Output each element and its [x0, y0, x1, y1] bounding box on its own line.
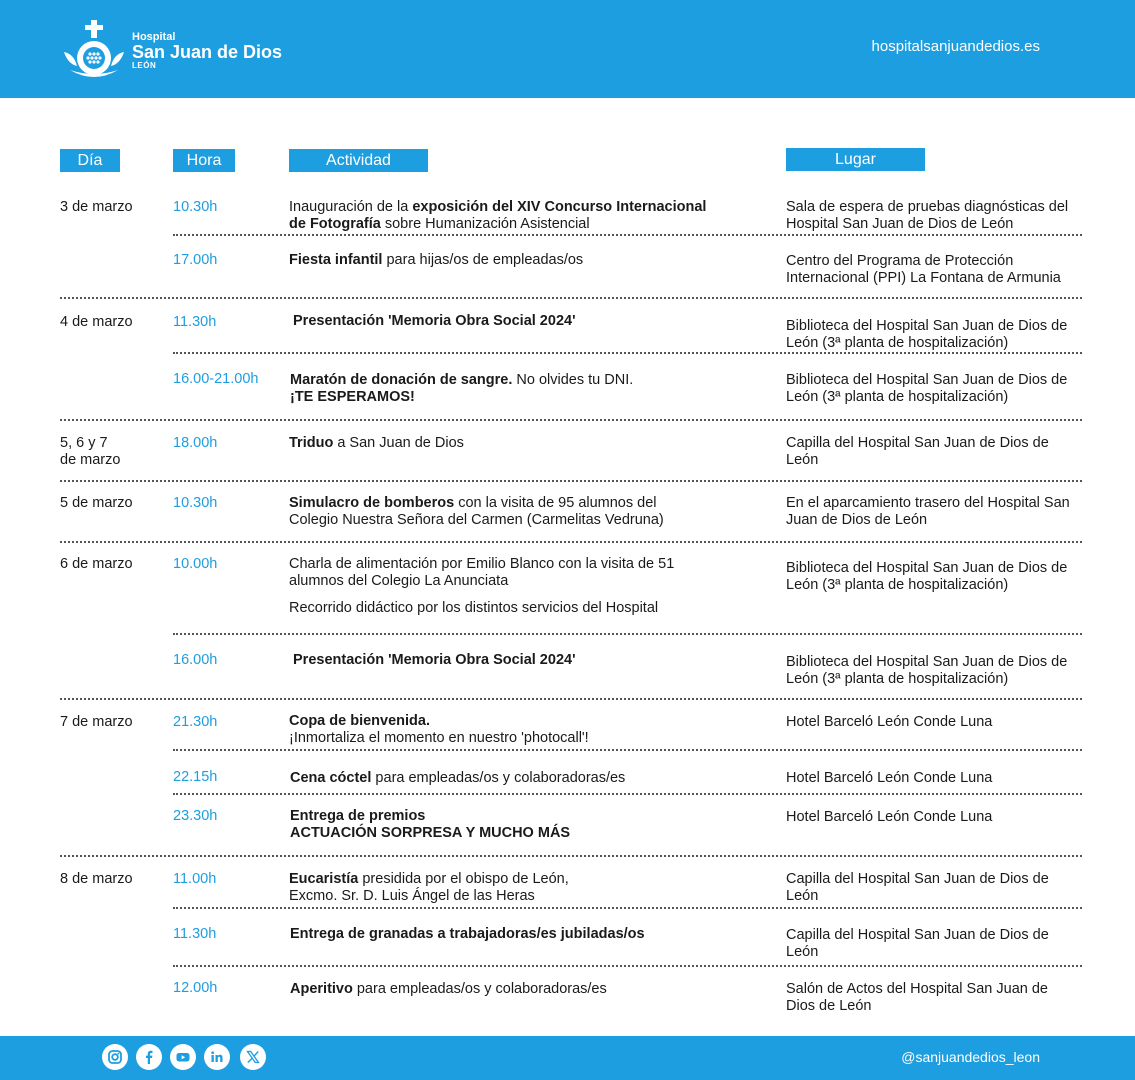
column-header-actividad: Actividad — [289, 149, 428, 172]
row-divider — [173, 234, 1082, 236]
place-text: Biblioteca del Hospital San Juan de Dios de León (3ª planta de hospitalización) — [786, 560, 1068, 593]
row-divider — [173, 965, 1082, 967]
activity-text: Triduo a San Juan de Dios — [289, 435, 464, 451]
linkedin-icon[interactable] — [204, 1044, 230, 1070]
time-label: 17.00h — [173, 252, 218, 268]
day-divider — [60, 541, 1082, 543]
day-label: 5, 6 y 7 de marzo — [60, 435, 121, 468]
day-label: 6 de marzo — [60, 556, 133, 572]
activity-text: Presentación 'Memoria Obra Social 2024' — [293, 313, 576, 329]
activity-text: Copa de bienvenida. ¡Inmortaliza el momento en nuestro 'photocall'! — [289, 713, 589, 746]
time-label: 10.30h — [173, 495, 218, 511]
place-text: Capilla del Hospital San Juan de Dios de León — [786, 435, 1049, 468]
time-label: 23.30h — [173, 808, 218, 824]
time-label: 11.30h — [173, 314, 217, 330]
logo-wordmark — [132, 32, 282, 71]
place-text: Centro del Programa de Protección Internacional (PPI) La Fontana de Armunia — [786, 253, 1061, 286]
activity-text: Recorrido didáctico por los distintos servicios del Hospital — [289, 600, 659, 616]
day-label: 8 de marzo — [60, 871, 133, 887]
activity-text: Inauguración de la exposición del XIV Concurso Internacional de Fotografía sobre Humanización Asistencial — [289, 199, 707, 232]
row-divider — [173, 749, 1082, 751]
place-text: Hotel Barceló León Conde Luna — [786, 770, 993, 786]
row-divider — [173, 907, 1082, 909]
activity-text: Eucaristía presidida por el obispo de León, Excmo. Sr. D. Luis Ángel de las Heras — [289, 871, 569, 904]
time-label: 22.15h — [173, 769, 218, 785]
place-text: En el aparcamiento trasero del Hospital San Juan de Dios de León — [786, 495, 1070, 528]
place-text: Biblioteca del Hospital San Juan de Dios de León (3ª planta de hospitalización) — [786, 654, 1068, 687]
activity-text: Cena cóctel para empleadas/os y colaboradoras/es — [290, 770, 626, 786]
time-label: 16.00h — [173, 652, 218, 668]
time-label: 11.30h — [173, 926, 217, 942]
website-link[interactable]: hospitalsanjuandedios.es — [871, 38, 1040, 55]
column-header-hora: Hora — [173, 149, 235, 172]
day-label: 5 de marzo — [60, 495, 133, 511]
instagram-icon[interactable] — [102, 1044, 128, 1070]
row-divider — [173, 352, 1082, 354]
time-label: 16.00-21.00h — [173, 371, 259, 387]
logo-city: LEÓN — [132, 61, 157, 71]
activity-text: Maratón de donación de sangre. No olvides tu DNI. ¡TE ESPERAMOS! — [290, 372, 634, 405]
activity-text: Entrega de premios ACTUACIÓN SORPRESA Y MUCHO MÁS — [290, 808, 571, 841]
place-text: Hotel Barceló León Conde Luna — [786, 809, 993, 825]
time-label: 11.00h — [173, 871, 217, 887]
youtube-icon[interactable] — [170, 1044, 196, 1070]
activity-text: Aperitivo para empleadas/os y colaboradoras/es — [290, 981, 607, 997]
place-text: Sala de espera de pruebas diagnósticas del Hospital San Juan de Dios de León — [786, 199, 1069, 232]
day-divider — [60, 480, 1082, 482]
day-divider — [60, 297, 1082, 299]
time-label: 21.30h — [173, 714, 218, 730]
day-divider — [60, 698, 1082, 700]
place-text: Capilla del Hospital San Juan de Dios de León — [786, 927, 1049, 960]
cross-lotus-emblem-icon — [60, 18, 128, 84]
x-icon[interactable] — [240, 1044, 266, 1070]
activity-text: Charla de alimentación por Emilio Blanco con la visita de 51 alumnos del Colegio La Anunciata — [289, 556, 675, 589]
day-divider — [60, 419, 1082, 421]
logo-hospital-label: Hospital — [132, 30, 176, 43]
time-label: 10.00h — [173, 556, 218, 572]
day-label: 3 de marzo — [60, 199, 133, 215]
column-header-dia: Día — [60, 149, 120, 172]
row-divider — [173, 633, 1082, 635]
header-bar — [0, 0, 1135, 98]
time-label: 10.30h — [173, 199, 218, 215]
column-header-lugar: Lugar — [786, 148, 925, 171]
place-text: Capilla del Hospital San Juan de Dios de León — [786, 871, 1049, 904]
activity-text: Presentación 'Memoria Obra Social 2024' — [293, 652, 576, 668]
activity-text: Fiesta infantil para hijas/os de empleadas/os — [289, 252, 584, 268]
place-text: Biblioteca del Hospital San Juan de Dios de León (3ª planta de hospitalización) — [786, 318, 1068, 351]
social-handle[interactable]: @sanjuandedios_leon — [901, 1049, 1040, 1065]
place-text: Biblioteca del Hospital San Juan de Dios de León (3ª planta de hospitalización) — [786, 372, 1068, 405]
day-divider — [60, 855, 1082, 857]
activity-text: Entrega de granadas a trabajadoras/es jubiladas/os — [290, 926, 645, 942]
activity-text: Simulacro de bomberos con la visita de 95 alumnos del Colegio Nuestra Señora del Carmen (Carmelitas Vedruna) — [289, 495, 664, 528]
time-label: 18.00h — [173, 435, 218, 451]
place-text: Salón de Actos del Hospital San Juan de Dios de León — [786, 981, 1048, 1014]
day-label: 7 de marzo — [60, 714, 133, 730]
day-label: 4 de marzo — [60, 314, 133, 330]
hospital-logo[interactable] — [60, 18, 290, 84]
logo-name: San Juan de Dios — [132, 42, 283, 63]
row-divider — [173, 793, 1082, 795]
time-label: 12.00h — [173, 980, 218, 996]
footer-bar — [0, 1036, 1135, 1080]
place-text: Hotel Barceló León Conde Luna — [786, 714, 993, 730]
facebook-icon[interactable] — [136, 1044, 162, 1070]
